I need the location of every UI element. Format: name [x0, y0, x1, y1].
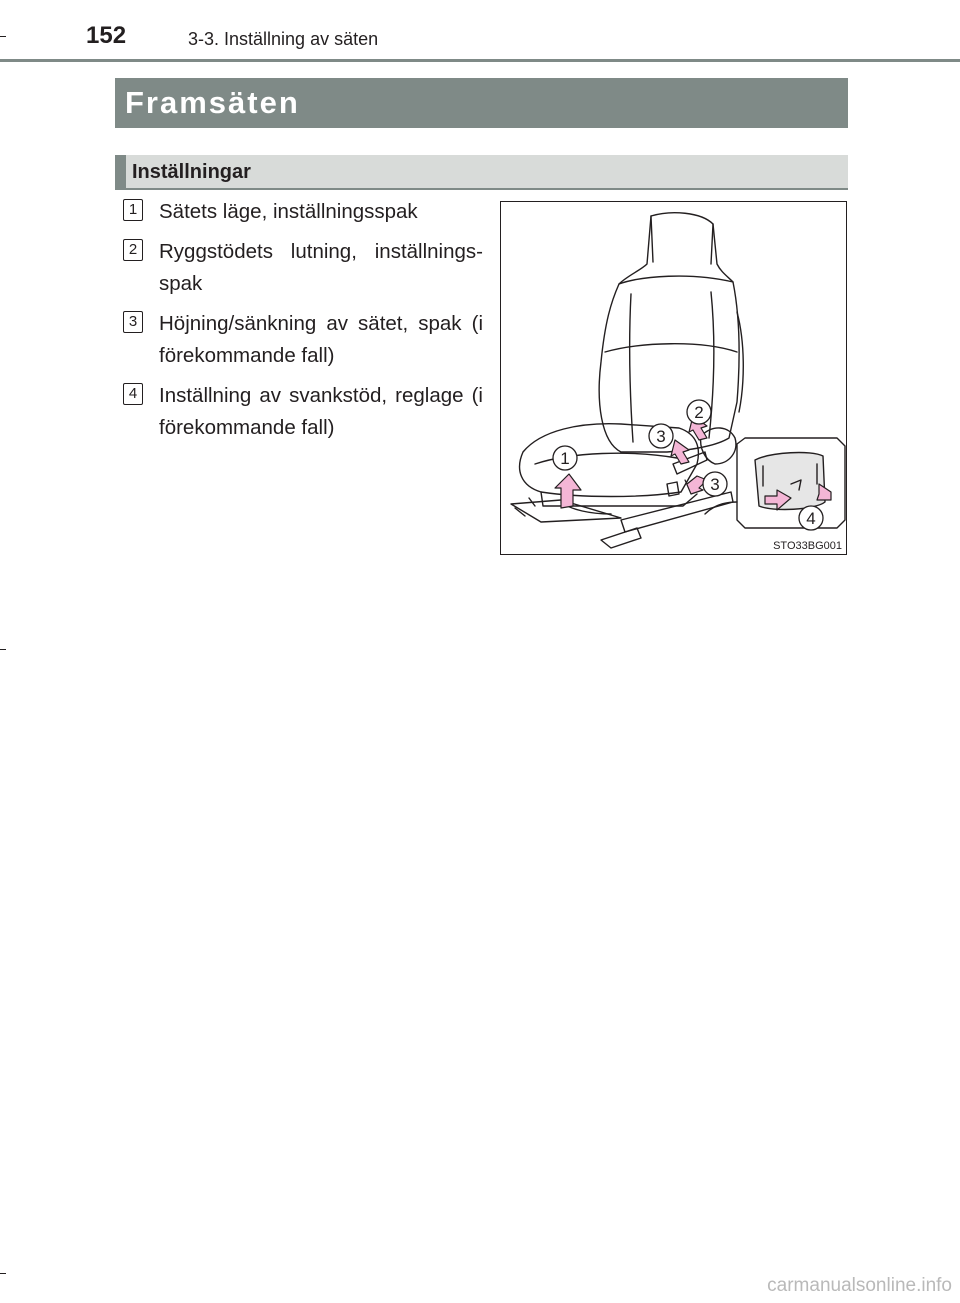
item-number: 3	[123, 311, 143, 333]
subtitle: Inställningar	[132, 161, 251, 183]
figure-code: STO33BG001	[773, 540, 842, 552]
item-number: 1	[123, 199, 143, 221]
item-list	[123, 196, 483, 452]
item-number: 2	[123, 239, 143, 261]
section-reference: 3-3. Inställning av säten	[188, 29, 379, 49]
item-text: Höjning/sänkning av sätet, spak (i förekommande fall)	[159, 312, 483, 367]
subtitle-accent-bar	[115, 155, 126, 190]
footer-watermark-url: carmanualsonline.info	[767, 1275, 952, 1296]
item-text: Inställning av svankstöd, reglage (i förekommande fall)	[159, 384, 483, 439]
seat-illustration	[500, 201, 847, 555]
callout-4: 4	[806, 509, 816, 528]
header-rule	[0, 59, 960, 62]
page-number: 152	[86, 22, 127, 49]
crop-mark	[0, 36, 6, 37]
subtitle-banner	[115, 155, 848, 190]
callout-3: 3	[656, 427, 666, 446]
callout-3b: 3	[710, 475, 720, 494]
title-banner	[115, 78, 848, 128]
list-item	[123, 236, 483, 300]
callout-2: 2	[694, 403, 704, 422]
callout-1: 1	[560, 449, 570, 468]
crop-mark	[0, 649, 6, 650]
item-text: Ryggstödets lutning, inställnings-spak	[159, 240, 483, 295]
list-item	[123, 308, 483, 372]
item-number: 4	[123, 383, 143, 405]
list-item	[123, 380, 483, 444]
list-item	[123, 196, 483, 228]
page-title: Framsäten	[125, 85, 300, 120]
crop-mark	[0, 1273, 6, 1274]
item-text: Sätets läge, inställningsspak	[159, 200, 418, 223]
seat-drawing	[501, 202, 846, 554]
